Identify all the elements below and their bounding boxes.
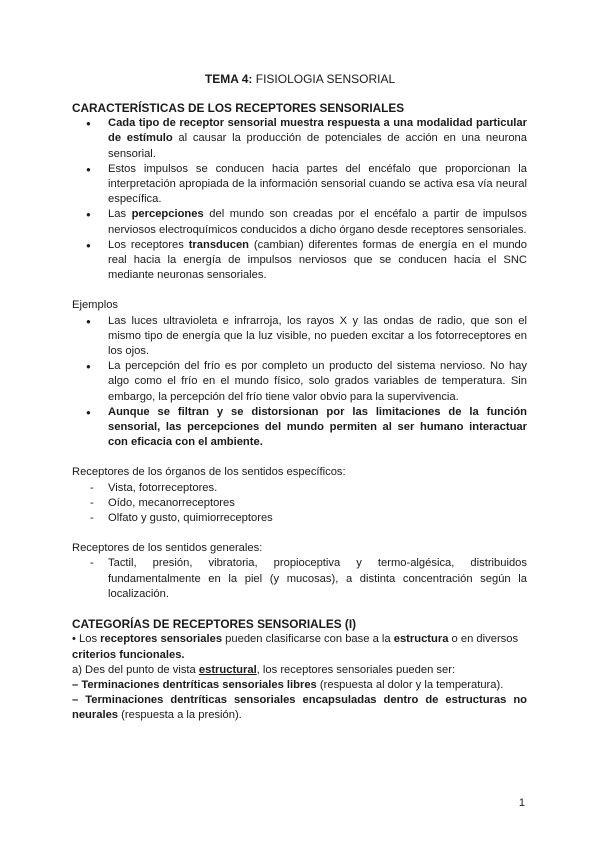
list-item: ● Las luces ultravioleta e infrarroja, los rayos X y las ondas de radio, que son el mismo tipo de energía que la luz visible, no pueden excitar a los fotorreceptores en los ojos. (72, 314, 527, 360)
specific-senses-list (72, 481, 527, 527)
document-body (72, 101, 527, 724)
section-heading-characteristics: CARACTERÍSTICAS DE LOS RECEPTORES SENSORIALES (72, 101, 405, 115)
title-prefix: TEMA 4: (204, 72, 253, 86)
paragraph: – Terminaciones dentríticas sensoriales libres (respuesta al dolor y la temperatura). (72, 678, 504, 691)
paragraph: • Los receptores sensoriales pueden clasificarse con base a la estructura o en diversos criterios funcionales. (72, 633, 519, 661)
list-item: ● Estos impulsos se conducen hacia partes del encéfalo que proporcionan la interpretación apropiada de la información sensorial cuando se activa esa vía neural específica. (72, 162, 527, 208)
paragraph: – Terminaciones dentríticas sensoriales encapsuladas dentro de estructuras no neurales (respuesta a la presión). (72, 694, 527, 722)
general-senses-list (72, 556, 527, 602)
examples-list (72, 314, 527, 451)
list-item: - Vista, fotorreceptores. (72, 481, 527, 496)
examples-label: Ejemplos (72, 299, 119, 312)
list-item: - Olfato y gusto, quimiorreceptores (72, 511, 527, 526)
list-item: ● La percepción del frío es por completo un producto del sistema nervioso. No hay algo como el frío en el mundo físico, solo grados variables de temperatura. Sin embargo, la percepción del frío tiene valor obvio para la supervivencia. (72, 359, 527, 405)
specific-senses-label: Receptores de los órganos de los sentidos específicos: (72, 466, 346, 479)
paragraph: a) Des del punto de vista estructural, los receptores sensoriales pueden ser: (72, 663, 456, 676)
characteristics-list (72, 116, 527, 283)
list-item: ● Cada tipo de receptor sensorial muestra respuesta a una modalidad particular de estímulo al causar la producción de potenciales de acción en una neurona sensorial. (72, 116, 527, 162)
list-item: - Oído, mecanorreceptores (72, 496, 527, 511)
general-senses-label: Receptores de los sentidos generales: (72, 542, 263, 555)
list-item: - Tactil, presión, vibratoria, propioceptiva y termo-algésica, distribuidos fundamentalmente en la piel (y mucosas), a distinta concentración según la localización. (72, 556, 527, 602)
list-item: ● Aunque se filtran y se distorsionan por las limitaciones de la función sensorial, las percepciones del mundo permiten al ser humano interactuar con eficacia con el ambiente. (72, 405, 527, 451)
section-heading-categories: CATEGORÍAS DE RECEPTORES SENSORIALES (I) (72, 617, 357, 632)
page-number: 1 (518, 797, 525, 809)
title-text: FISIOLOGIA SENSORIAL (252, 72, 396, 86)
list-item: ● Los receptores transducen (cambian) diferentes formas de energía en el mundo real hacia la energía de impulsos nerviosos que se conducen hacia el SNC mediante neuronas sensoriales. (72, 238, 527, 284)
list-item: ● Las percepciones del mundo son creadas por el encéfalo a partir de impulsos nerviosos electroquímicos conducidos a dicho órgano desde receptores sensoriales. (72, 207, 527, 237)
page-title (0, 72, 600, 86)
